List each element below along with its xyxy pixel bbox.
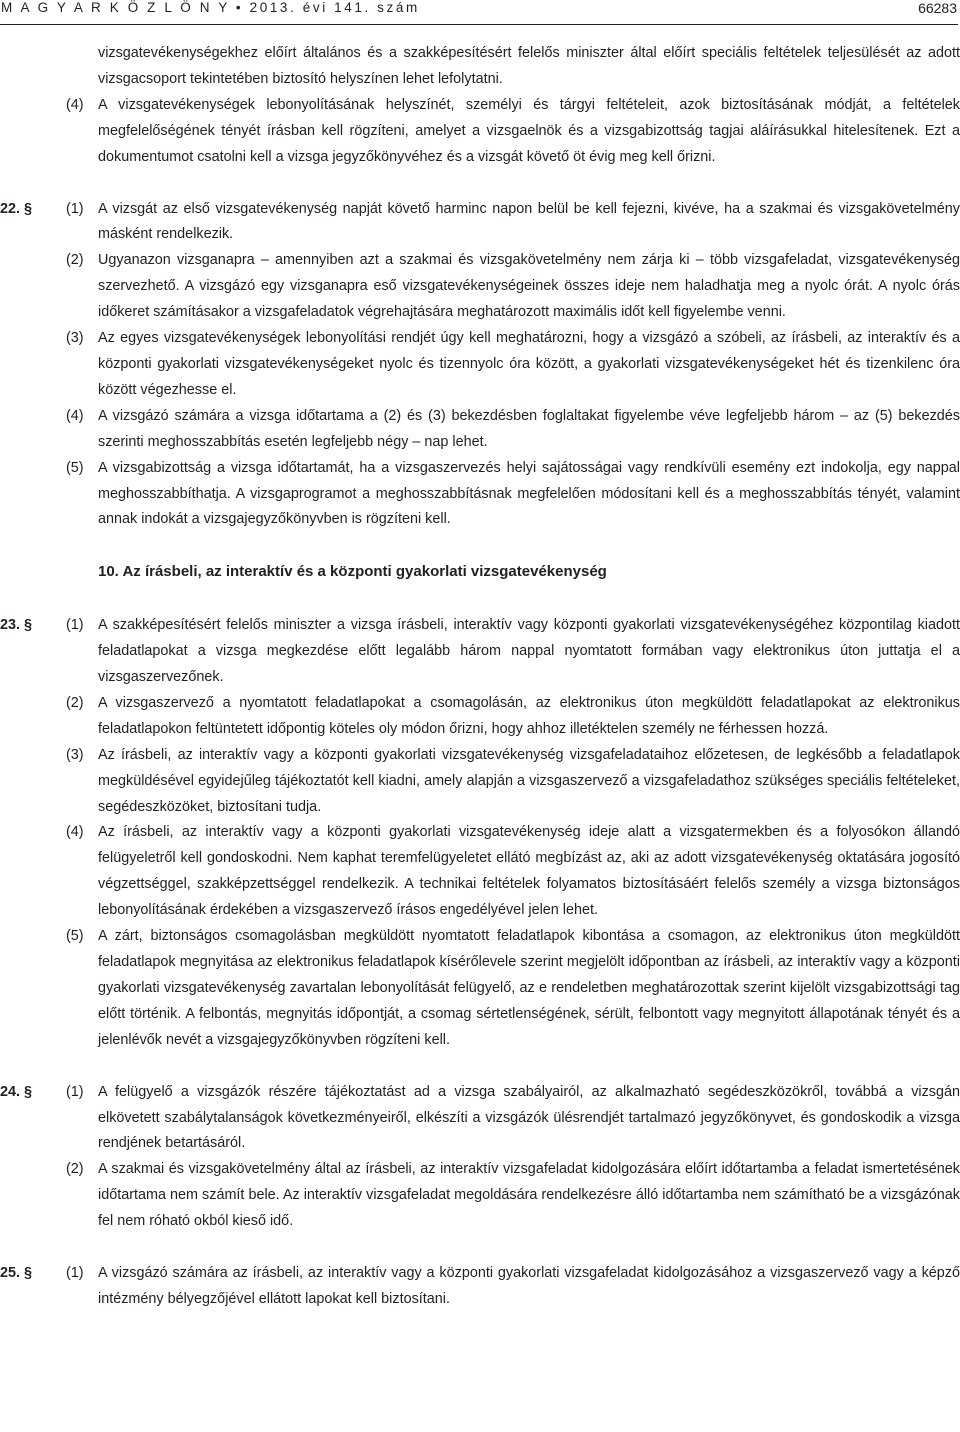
paragraph-text: A szakképesítésért felelős miniszter a vizsga írásbeli, interaktív vagy központi gyakorlati vizsgatevékenységéhez központilag kiadott feladatlapokat a vizsga megkezdése előtt legalább három nappal nyomtatott formában vagy elektronikus úton juttatja el a vizsgaszervezőnek. [98, 617, 960, 686]
paragraph-24-1 [0, 1080, 960, 1158]
section-label: 22. § [0, 200, 33, 217]
paragraph-text: A vizsgatevékenységek lebonyolításának helyszínét, személyi és tárgyi feltételeit, azok biztosításának módját, a feltételek megfelelőségének tényét írásban kell rögzíteni, amelyet a vizsgaelnök és a vizsgabizottság tagjai aláírásukkal hitelesítenek. Ezt a dokumentumot csatolni kell a vizsga jegyzőkönyvéhez és a vizsgát követő öt évig meg kell őrizni. [98, 96, 960, 165]
paragraph-text: A vizsgaszervező a nyomtatott feladatlapokat a csomagolásán, az elektronikus úton megküldött feladatlapokat az elektronikus feladatlapokon feltüntetett időpontig köteles oly módon őrizni, hogy ahhoz illetéktelen személy ne férhessen hozzá. [98, 694, 960, 737]
paragraph-text: A felügyelő a vizsgázók részére tájékoztatást ad a vizsga szabályairól, az alkalmazható segédeszközökről, továbbá a vizsgán elkövetett szabálytalanságok következményeiről, elkészíti a vizsgázók ülésrendjét tartalmazó jegyzőkönyvet, és gondoskodik a vizsga rendjének betartásáról. [98, 1083, 960, 1152]
section-22 [0, 197, 960, 534]
paragraph-text: A vizsgázó számára a vizsga időtartama a (2) és (3) bekezdésben foglaltakat figyelembe véve legfeljebb három – az (5) bekezdés szerinti meghosszabbítás esetén legfeljebb négy – nap lehet. [98, 407, 960, 450]
paragraph-number: (1) [66, 617, 84, 634]
paragraph-22-3 [0, 326, 960, 404]
journal-title: M A G Y A R K Ö Z L Ö N Y • 2013. évi 141. szám [1, 0, 420, 15]
paragraph-text: A vizsgát az első vizsgatevékenység napját követő harminc napon belül be kell fejezni, kivéve, ha a szakmai és vizsgakövetelmény másként rendelkezik. [98, 200, 960, 243]
paragraph-text: Az írásbeli, az interaktív vagy a központi gyakorlati vizsgatevékenység vizsgafeladataihoz előzetesen, de legkésőbb a feladatlapok megküldésével egyidejűleg tájékoztatót kell kiadni, amely alapján a vizsgaszervező a vizsgafeladathoz szükséges speciális feltételeket, segédeszközöket, biztosítani tudja. [98, 746, 960, 815]
section-23 [0, 613, 960, 1053]
continuation-paragraph: vizsgatevékenységekhez előírt általános és a szakképesítésért felelős miniszter által előírt speciális feltételek teljesülését az adott vizsgacsoport tekintetében biztosító helyszínen lehet lefolytatni. [98, 45, 960, 87]
paragraph-22-1 [0, 197, 960, 249]
paragraph-number: (4) [66, 407, 84, 424]
paragraph-22-5 [0, 456, 960, 534]
page-header [0, 0, 960, 26]
paragraph-24-2 [0, 1157, 960, 1235]
paragraph-number: (1) [66, 1083, 84, 1100]
paragraph-text: Az egyes vizsgatevékenységek lebonyolítási rendjét úgy kell meghatározni, hogy a vizsgázó a szóbeli, az írásbeli, az interaktív és a központi gyakorlati vizsgatevékenységeket nyolc és tizennyolc óra között, a gyakorlati vizsgatevékenységeket hét és tizenkilenc óra között végezhesse el. [98, 330, 960, 398]
paragraph-number: (1) [66, 200, 84, 217]
paragraph-23-1 [0, 613, 960, 691]
section-24 [0, 1080, 960, 1235]
paragraph-number: (2) [66, 252, 84, 269]
paragraph-21-4 [0, 93, 960, 171]
chapter-heading: 10. Az írásbeli, az interaktív és a központi gyakorlati vizsgatevékenység [98, 563, 607, 581]
paragraph-text: Ugyanazon vizsganapra – amennyiben azt a szakmai és vizsgakövetelmény nem zárja ki – több vizsgafeladat, vizsgatevékenység szervezhető. A vizsgázó egy vizsganapra eső vizsgatevékenységeinek összes ideje nem haladhatja meg a nyolc órát. A nyolc órás időkeret számításakor a vizsgafeladatok végrehajtására meghatározott maximális időt kell figyelembe venni. [98, 252, 960, 321]
paragraph-number: (5) [66, 928, 84, 945]
page-number: 66283 [918, 0, 957, 16]
paragraph-23-2 [0, 691, 960, 743]
paragraph-23-3 [0, 743, 960, 821]
paragraph-23-4 [0, 820, 960, 924]
paragraph-25-1 [0, 1261, 960, 1313]
section-label: 23. § [0, 617, 33, 634]
paragraph-22-2 [0, 248, 960, 326]
paragraph-23-5 [0, 924, 960, 1054]
paragraph-number: (4) [66, 96, 84, 113]
paragraph-number: (3) [66, 746, 84, 763]
document-body [0, 41, 960, 1313]
paragraph-text: A zárt, biztonságos csomagolásban megküldött nyomtatott feladatlapok kibontása a csomagon, az elektronikus úton megküldött feladatlapok megnyitása az elektronikus feladatlapok kísérőlevele szerint megjelölt időpontban az írásbeli, az interaktív vagy a központi gyakorlati vizsgatevékenység zavartalan lebonyolítását felügyelő, az e rendeletben meghatározottak szerint kijelölt vizsgabizottsági tag előtt történik. A felbontás, megnyitás időpontját, a csomag sértetlenségének, sérült, felbontott vagy megnyitott állapotának tényét és a jelenlévők nevét a vizsgajegyzőkönyvben rögzíteni kell. [98, 928, 960, 1048]
paragraph-number: (3) [66, 330, 84, 347]
paragraph-text: Az írásbeli, az interaktív vagy a központi gyakorlati vizsgatevékenység ideje alatt a vizsgatermekben és a folyosókon állandó felügyeletről kell gondoskodni. Nem kaphat teremfelügyeletet ellátó megbízást az, aki az adott vizsgatevékenység oktatására jogosító végzettséggel, szakképzettséggel rendelkezik. A technikai feltételek folyamatos biztosításáért felelős személy a vizsga biztonságos lebonyolításának érdekében a vizsgaszervező írásos engedélyével jelen lehet. [98, 824, 960, 919]
paragraph-number: (2) [66, 1161, 84, 1178]
paragraph-number: (4) [66, 824, 84, 841]
header-rule [0, 24, 958, 25]
paragraph-text: A vizsgázó számára az írásbeli, az interaktív vagy a központi gyakorlati vizsgafeladat kidolgozásához a vizsgaszervező vagy a képző intézmény bélyegzőjével ellátott lapokat kell biztosítani. [98, 1265, 960, 1307]
paragraph-text: A vizsgabizottság a vizsga időtartamát, ha a vizsgaszervezés helyi sajátosságai vagy rendkívüli esemény ezt indokolja, egy nappal meghosszabbíthatja. A vizsgaprogramot a meghosszabbításnak megfelelően módosítani kell és a meghosszabbítás tényét, valamint annak indokát a vizsgajegyzőkönyvben is rögzíteni kell. [98, 459, 960, 528]
section-label: 24. § [0, 1083, 33, 1100]
paragraph-22-4 [0, 404, 960, 456]
paragraph-text: A szakmai és vizsgakövetelmény által az írásbeli, az interaktív vizsgafeladat kidolgozására előírt időtartamba a feladat ismertetésének időtartama nem számít bele. Az interaktív vizsgafeladat megoldására rendelkezésre álló időtartamba nem számítható be a vizsgázónak fel nem róható okból kieső idő. [98, 1161, 960, 1230]
section-25 [0, 1261, 960, 1313]
paragraph-number: (1) [66, 1265, 84, 1282]
section-label: 25. § [0, 1265, 33, 1282]
paragraph-number: (2) [66, 694, 84, 711]
paragraph-number: (5) [66, 459, 84, 476]
